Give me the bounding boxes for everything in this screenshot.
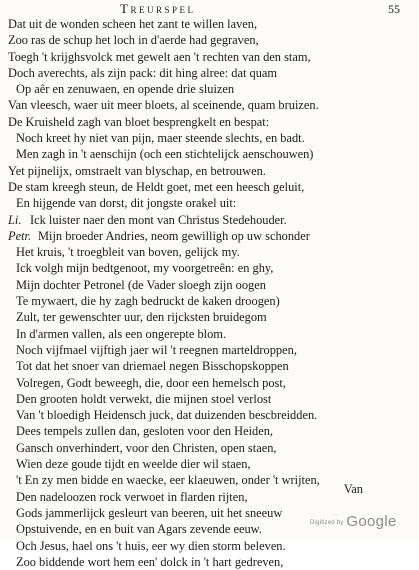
verse-line-text: Dees tempels zullen dan, gesloten voor den Heiden, — [16, 424, 274, 439]
catchword: Van — [343, 482, 363, 496]
verse-line — [0, 309, 419, 325]
verse-line-text: Wien deze goude tijdt en weelde dier wil staen, — [16, 457, 251, 472]
verse-line-text: Yet pijnelijx, omstraelt van blyschap, en betrouwen. — [8, 163, 266, 178]
verse-line-text: Zoo biddende wort hem een' dolck in 't hart gedreven, — [16, 554, 284, 569]
verse-line-text: Mijn broeder Andries, neom gewilligh op uw schonder — [38, 228, 310, 243]
verse-line — [0, 49, 419, 65]
verse-line-text: Dat uit de wonden scheen het zant te willen laven, — [8, 17, 258, 31]
verse-line — [0, 260, 419, 276]
verse-line — [0, 326, 419, 342]
verse-line-text: In d'armen vallen, als een ongerepte blom. — [16, 326, 227, 341]
verse-line — [0, 407, 419, 423]
speaker-label: Li. — [8, 212, 22, 227]
verse-line-text: Noch vijfmael vijftigh jaer wil 't reegnen marteldroppen, — [16, 342, 297, 357]
verse-line-text: Opstuivende, en en buit van Agars zevende eeuw. — [16, 522, 262, 537]
verse-line — [0, 342, 419, 358]
verse-line — [0, 358, 419, 374]
verse-line-text: Zult, ter gewenschter uur, den rijcksten bruidegom — [16, 310, 267, 325]
verse-line-text: Noch kreet hy niet van pijn, maer steende slechts, en badt. — [16, 131, 305, 146]
page-number: 55 — [388, 2, 400, 16]
watermark-prefix: Digitized by — [310, 520, 344, 526]
google-logo: Google — [346, 513, 397, 530]
verse-line — [0, 163, 419, 179]
verse-line — [0, 440, 419, 456]
verse-line — [0, 391, 419, 407]
verse-line-text: Men zagh in 't aenschijn (och een stichtelijck aenschouwen) — [16, 147, 314, 162]
verse-line — [0, 65, 419, 81]
verse-line — [0, 32, 419, 48]
verse-line-text: 't En zy men bidde en waecke, eer klaeuwen, onder 't wrijten, — [16, 473, 320, 488]
verse-line-text: Och Jesus, hael ons 't huis, eer wy dien storm beleven. — [16, 538, 286, 553]
verse-line — [0, 16, 419, 32]
verse-line-text: Te mywaert, die hy zagh bedruckt de kaken droogen) — [16, 294, 280, 309]
verse-line-text: Gods jammerlijck gesleurt van beeren, uit het sneeuw — [16, 505, 283, 520]
running-head: Treurspel — [120, 1, 196, 16]
verse-line — [0, 228, 419, 244]
google-watermark — [310, 513, 397, 531]
verse-line — [0, 277, 419, 293]
verse-line-text: Den grooten holdt verwekt, die mijnen stoel verlost — [16, 391, 272, 406]
verse-line-text: De stam kreegh steun, de Heldt goet, met een heesch geluit, — [8, 179, 305, 194]
verse-line-text: De Kruisheld zagh van bloet besprengkelt en bespat: — [8, 114, 270, 129]
verse-line — [0, 179, 419, 195]
verse-line-text: Tot dat het snoer van driemael negen Bisschopskoppen — [16, 359, 289, 374]
verse-line — [0, 244, 419, 260]
verse-line-text: En hijgende van dorst, dit jongste orakel uit: — [16, 196, 237, 211]
verse-line — [0, 195, 419, 211]
verse-line-text: Op aêr en zenuwaen, en opende drie sluizen — [16, 82, 235, 97]
verse-line — [0, 423, 419, 439]
verse-line — [0, 114, 419, 130]
verse-line-text: Het kruis, 't troegbleit van boven, gelijck my. — [16, 245, 240, 260]
verse-line-text: Zoo ras de schup het loch in d'aerde had gegraven, — [8, 33, 259, 48]
verse-line — [0, 81, 419, 97]
verse-line — [0, 146, 419, 162]
speaker-label: Petr. — [8, 228, 32, 243]
page-header — [0, 1, 419, 17]
verse-line — [0, 375, 419, 391]
verse-line-text: Ick volgh mijn bedtgenoot, my voorgetreên: en ghy, — [16, 261, 274, 276]
verse-line-text: Mijn dochter Petronel (de Vader sloegh zijn oogen — [16, 277, 266, 292]
verse-line-text: Van vleesch, waer uit meer bloets, al sceinende, quam bruizen. — [8, 98, 319, 113]
verse-line — [0, 554, 419, 570]
verse-line-text: Gansch onverhindert, voor den Christen, open staen, — [16, 440, 277, 455]
verse-line — [0, 130, 419, 146]
verse-line-text: Van 't bloedigh Heidensch juck, dat duizenden bescbreidden. — [16, 408, 318, 423]
verse-line — [0, 456, 419, 472]
verse-line-text: Toegh 't krijghsvolck met gewelt aen 't rechten van den stam, — [8, 49, 311, 64]
verse-line — [0, 97, 419, 113]
verse-line-text: Volregen, Godt beweegh, die, door een hemelsch post, — [16, 375, 286, 390]
verse-line — [0, 212, 419, 228]
verse-line-text: Doch averechts, als zijn pack: dit hing alree: dat quam — [8, 65, 278, 80]
verse-line — [0, 293, 419, 309]
verse-line-text: Ick luister naer den mont van Christus Stedehouder. — [30, 212, 287, 227]
verse-line-text: Den nadeloozen rock verwoet in flarden rijten, — [16, 489, 248, 504]
